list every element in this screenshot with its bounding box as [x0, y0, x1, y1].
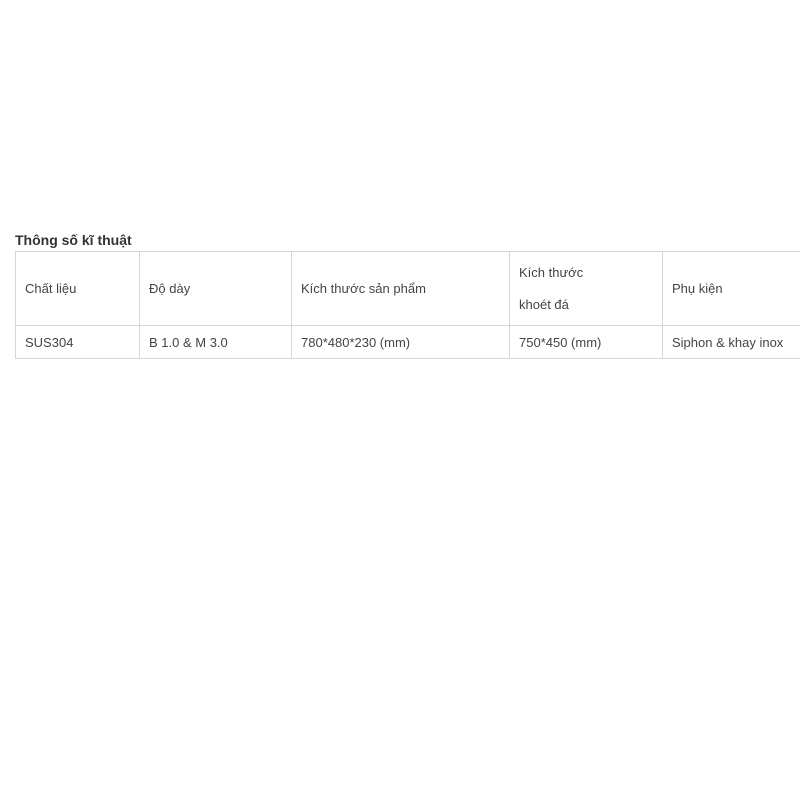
- table-header-row: [16, 252, 800, 326]
- specs-table: [15, 251, 800, 359]
- header-cell-product-size: Kích thước sản phẩm: [292, 252, 510, 326]
- value-cell-cutout-size: 750*450 (mm): [510, 326, 663, 359]
- value-cell-product-size: 780*480*230 (mm): [292, 326, 510, 359]
- section-title: Thông số kĩ thuật: [15, 232, 132, 248]
- table-row: [16, 326, 800, 359]
- value-cell-material: SUS304: [16, 326, 140, 359]
- header-cell-accessories: Phụ kiện: [663, 252, 800, 326]
- value-cell-accessories: Siphon & khay inox: [663, 326, 800, 359]
- header-cell-cutout-size: [510, 252, 663, 326]
- header-cell-thickness: Độ dày: [140, 252, 292, 326]
- header-cutout-label: Kích thước khoét đá: [519, 264, 584, 312]
- value-cell-thickness: B 1.0 & M 3.0: [140, 326, 292, 359]
- specs-section: [15, 231, 800, 359]
- header-cell-material: Chất liệu: [16, 252, 140, 326]
